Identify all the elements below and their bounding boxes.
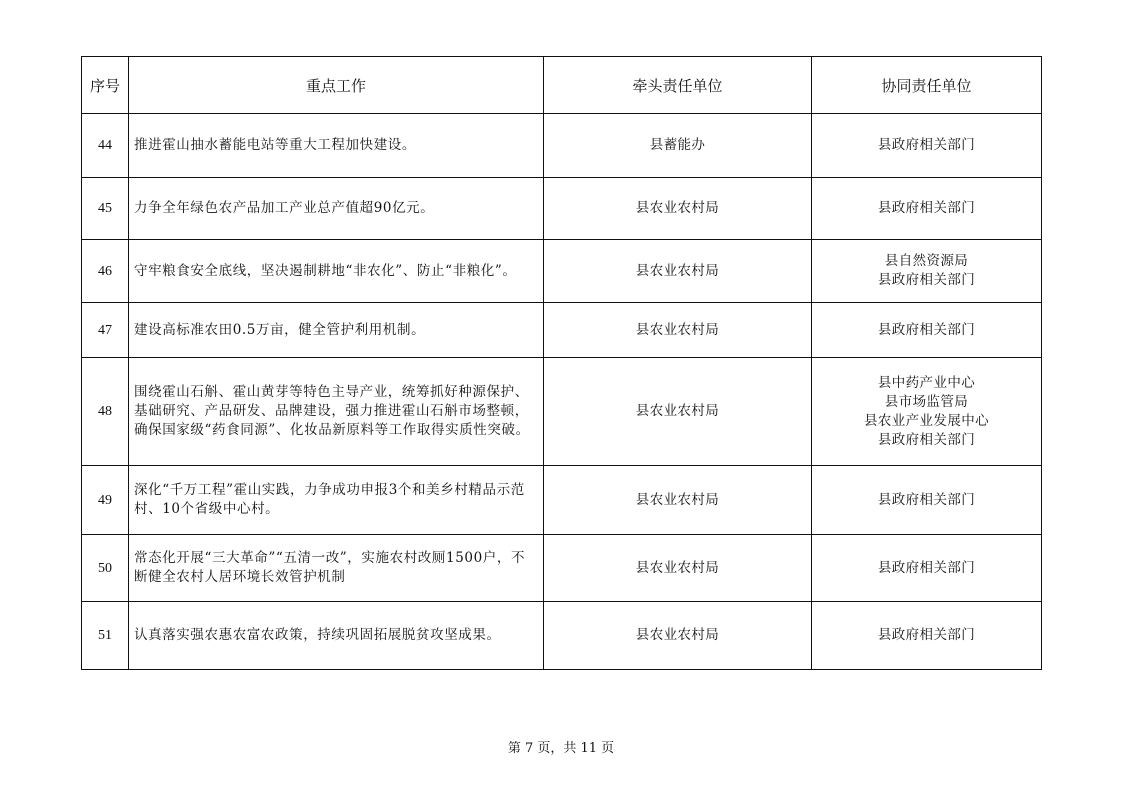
row-coop-units xyxy=(812,466,1042,535)
table-row xyxy=(82,358,1042,466)
coop-unit: 县政府相关部门 xyxy=(877,200,976,216)
coop-unit: 县政府相关部门 xyxy=(877,627,976,643)
table-row xyxy=(82,240,1042,303)
work-table-container xyxy=(81,56,1042,670)
coop-unit: 县政府相关部门 xyxy=(877,321,976,338)
row-coop-units xyxy=(812,178,1042,240)
table-row xyxy=(82,303,1042,358)
row-task: 围绕霍山石斛、霍山黄芽等特色主导产业，统筹抓好种源保护、基础研究、产品研发、品牌建设，强力推进霍山石斛市场整顿，确保国家级“药食同源”、化妆品新原料等工作取得实质性突破。 xyxy=(129,358,544,466)
row-task: 深化“千万工程”霍山实践，力争成功申报3个和美乡村精品示范村、10个省级中心村。 xyxy=(129,466,544,535)
row-coop-units xyxy=(812,535,1042,602)
row-lead-unit: 县农业农村局 xyxy=(544,466,812,535)
row-lead-unit: 县农业农村局 xyxy=(544,303,812,358)
table-row xyxy=(82,602,1042,670)
row-lead-unit: 县蓄能办 xyxy=(544,114,812,178)
coop-unit: 县市场监管局 xyxy=(884,393,969,410)
row-index: 50 xyxy=(82,535,129,602)
row-index: 47 xyxy=(82,303,129,358)
coop-unit: 县农业产业发展中心 xyxy=(863,412,990,429)
row-index: 44 xyxy=(82,114,129,178)
row-task: 守牢粮食安全底线，坚决遏制耕地“非农化”、防止“非粮化”。 xyxy=(129,240,544,303)
coop-unit: 县政府相关部门 xyxy=(877,137,976,153)
table-row xyxy=(82,535,1042,602)
header-index: 序号 xyxy=(82,57,129,114)
table-row xyxy=(82,114,1042,178)
header-task: 重点工作 xyxy=(129,57,544,114)
row-index: 49 xyxy=(82,466,129,535)
row-lead-unit: 县农业农村局 xyxy=(544,240,812,303)
coop-unit: 县政府相关部门 xyxy=(877,491,976,508)
row-index: 48 xyxy=(82,358,129,466)
row-task: 认真落实强农惠农富农政策，持续巩固拓展脱贫攻坚成果。 xyxy=(129,602,544,670)
row-lead-unit: 县农业农村局 xyxy=(544,602,812,670)
row-index: 51 xyxy=(82,602,129,670)
row-coop-units xyxy=(812,114,1042,178)
page-footer: 第 7 页，共 11 页 xyxy=(507,741,615,756)
coop-unit: 县政府相关部门 xyxy=(877,559,976,576)
table-row xyxy=(82,178,1042,240)
row-lead-unit: 县农业农村局 xyxy=(544,358,812,466)
row-task: 常态化开展“三大革命”“五清一改”，实施农村改厕1500户，不断健全农村人居环境长效管护机制 xyxy=(129,535,544,602)
row-task: 力争全年绿色农产品加工产业总产值超90亿元。 xyxy=(129,178,544,240)
work-table xyxy=(81,56,1042,670)
row-coop-units xyxy=(812,303,1042,358)
header-coop-unit: 协同责任单位 xyxy=(812,57,1042,114)
row-lead-unit: 县农业农村局 xyxy=(544,535,812,602)
table-row xyxy=(82,466,1042,535)
row-index: 46 xyxy=(82,240,129,303)
row-coop-units xyxy=(812,358,1042,466)
row-coop-units xyxy=(812,602,1042,670)
coop-unit: 县自然资源局 xyxy=(884,253,969,269)
table-header-row xyxy=(82,57,1042,114)
row-lead-unit: 县农业农村局 xyxy=(544,178,812,240)
coop-unit: 县中药产业中心 xyxy=(877,374,976,391)
row-task: 推进霍山抽水蓄能电站等重大工程加快建设。 xyxy=(129,114,544,178)
row-index: 45 xyxy=(82,178,129,240)
coop-unit: 县政府相关部门 xyxy=(877,431,976,448)
row-task: 建设高标准农田0.5万亩，健全管护利用机制。 xyxy=(129,303,544,358)
row-coop-units xyxy=(812,240,1042,303)
header-lead-unit: 牵头责任单位 xyxy=(544,57,812,114)
coop-unit: 县政府相关部门 xyxy=(877,272,976,288)
